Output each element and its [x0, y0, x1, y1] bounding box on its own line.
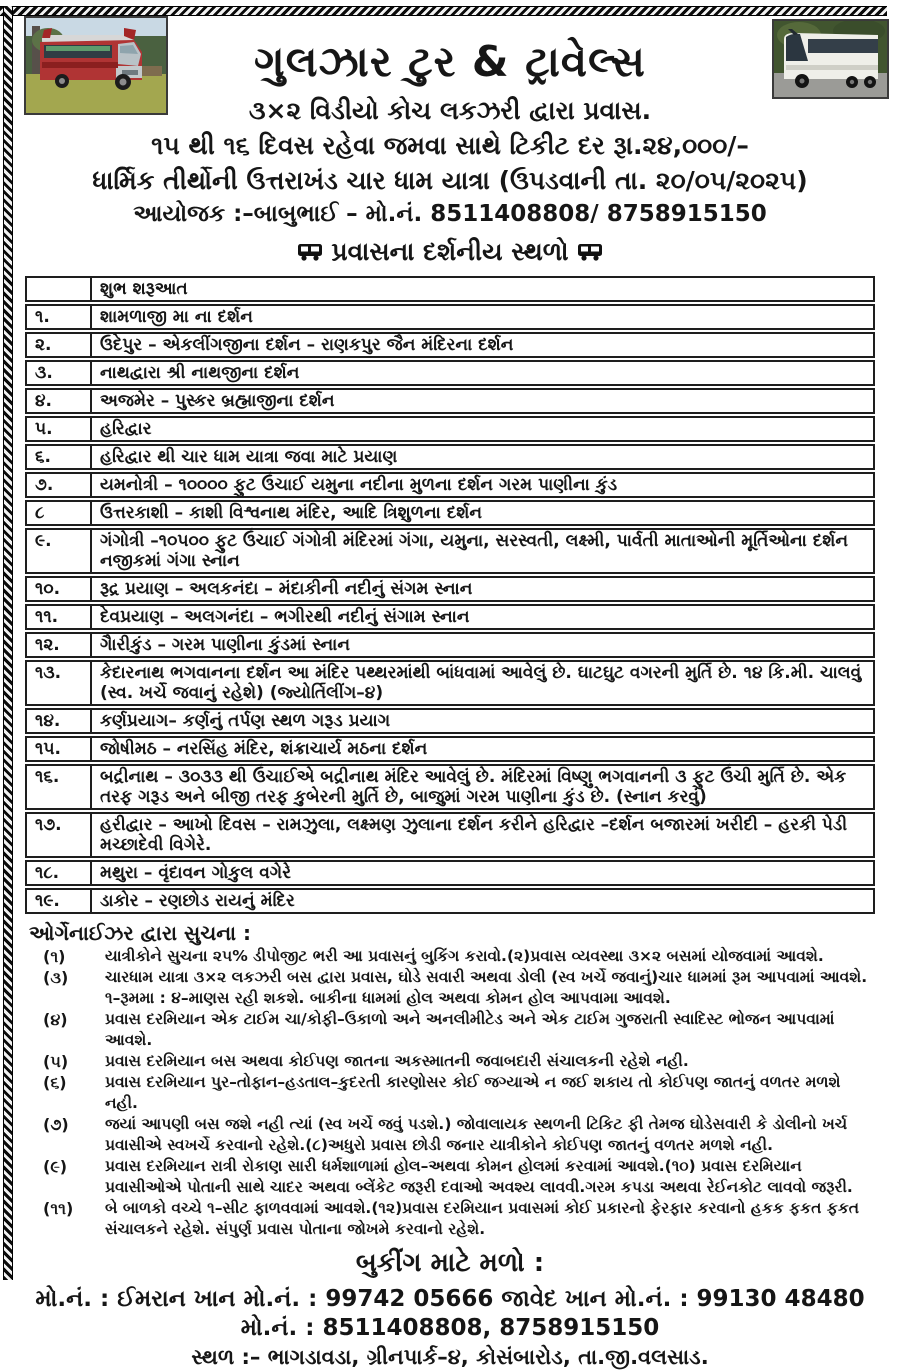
- row-number: ૧૦.: [25, 576, 92, 602]
- table-row: [25, 304, 875, 330]
- row-description: ગૈારીકુંડ – ગરમ પાણીના કુંડમાં સ્નાન: [92, 632, 875, 658]
- table-row: [25, 444, 875, 470]
- row-description: હરિદ્વાર: [92, 416, 875, 442]
- table-row: [25, 708, 875, 734]
- note-number: (૯): [43, 1157, 68, 1176]
- note-text: પ્રવાસ દરમિયાન એક ટાઈમ ચા/કોફી–ઉકાળો અને અનલીમીટેડ અને એક ટાઈમ ગુજરાતી સ્વાદિસ્ટ ભોજન આપવામાં આવશે.: [105, 1010, 835, 1049]
- row-description: શામળાજી મા ના દર્શન: [92, 304, 875, 330]
- row-description: બદ્રીનાથ – ૩૦૩૩ થી ઉંચાઈએ બદ્રીનાથ મંદિર આવેલું છે. મંદિરમાં વિષ્ણુ ભગવાનની ૩ ફુટ ઉંચી મુર્તિ છે. એક તરફ ગરૂડ અને બીજી તરફ કુબેરની મુર્તિ છે, બાજુમાં ગરમ પાણીના કુંડ છે. (સ્નાન કરવું): [92, 764, 875, 810]
- itinerary-table: [25, 274, 875, 916]
- page-border-left: [3, 6, 13, 1280]
- row-number: ૨.: [25, 332, 92, 358]
- note-number: (૭): [43, 1115, 69, 1134]
- row-number: ૧૨.: [25, 632, 92, 658]
- row-number: [25, 276, 92, 302]
- row-number: ૯.: [25, 528, 92, 574]
- notes-section: [25, 921, 875, 1240]
- subtitle-yatra: ધાર્મિક તીર્થોની ઉત્તરાખંડ ચાર ધામ યાત્રા (ઉપડવાની તા. ૨૦/૦૫/૨૦૨૫): [92, 166, 808, 195]
- note-text: યાત્રીકોને સુચના ૨૫% ડીપોજીટ ભરી આ પ્રવાસનું બુકિંગ કરાવો.(૨)પ્રવાસ વ્યવસ્થા ૩×૨ બસમાં યોજવામાં આવશે.: [105, 947, 824, 965]
- table-row: [25, 576, 875, 602]
- note-number: (૧૧): [43, 1199, 74, 1218]
- note-item: [25, 1198, 875, 1240]
- row-description: નાથદ્વારા શ્રી નાથજીના દર્શન: [92, 360, 875, 386]
- row-description: ઉદેપુર – એકલીંગજીના દર્શન – રાણકપુર જૈન મંદિરના દર્શન: [92, 332, 875, 358]
- note-item: [25, 1156, 875, 1198]
- table-row: [25, 416, 875, 442]
- row-number: ૧૭.: [25, 812, 92, 858]
- note-item: [25, 1114, 875, 1156]
- contact-line-2: મો.નં. : 8511408808, 8758915150: [240, 1315, 660, 1341]
- booking-section: [25, 1246, 875, 1372]
- row-description: દેવપ્રયાણ – અલગનંદા – ભગીરથી નદીનું સંગામ સ્નાન: [92, 604, 875, 630]
- row-number: ૮: [25, 500, 92, 526]
- row-description: ડાકોર – રણછોડ રાયનું મંદિર: [92, 888, 875, 914]
- note-text: પ્રવાસ દરમિયાન રાત્રી રોકાણ સારી ધર્મશાળામાં હોલ–અથવા કોમન હોલમાં કરવામાં આવશે.(૧૦) પ્રવાસ દરમિયાન પ્રવાસીઓએ પોતાની સાથે ચાદર અથવા બ્લેંકેટ જરૂરી દવાઓ અવશ્ય લાવવી.ગરમ કપડા અથવા રેઈનકોટ લાવવો જરૂરી.: [105, 1157, 853, 1196]
- row-number: ૧૫.: [25, 736, 92, 762]
- row-number: ૧૯.: [25, 888, 92, 914]
- row-description: અજમેર – પુસ્કર બ્રહ્માજીના દર્શન: [92, 388, 875, 414]
- row-description: રૂદ્ર પ્રયાણ – અલકનંદા – મંદાકીની નદીનું સંગમ સ્નાન: [92, 576, 875, 602]
- row-description: હરિદ્વાર થી ચાર ધામ યાત્રા જવા માટે પ્રયાણ: [92, 444, 875, 470]
- note-number: (૧): [43, 947, 66, 966]
- row-number: ૭.: [25, 472, 92, 498]
- table-row: [25, 736, 875, 762]
- row-description: યમનોત્રી – ૧૦૦૦૦ ફુટ ઉંચાઈ યમુના નદીના મુળના દર્શન ગરમ પાણીના કુંડ: [92, 472, 875, 498]
- row-description: કેદારનાથ ભગવાનના દર્શન આ મંદિર પથ્થરમાંથી બાંધવામાં આવેલું છે. ઘાટઘુટ વગરની મુર્તિ છે. ૧૪ કિ.મી. ચાલવું (સ્વ. ખર્ચે જવાનું રહેશે) (જ્યોર્તિલીંગ–૪): [92, 660, 875, 706]
- note-text: પ્રવાસ દરમિયાન બસ અથવા કોઈપણ જાતના અકસ્માતની જવાબદારી સંચાલકની રહેશે નહી.: [105, 1052, 689, 1070]
- row-number: ૧૬.: [25, 764, 92, 810]
- row-number: ૧૧.: [25, 604, 92, 630]
- subtitle-coach-type: ૩×૨ વિડીયો કોચ લકઝરી દ્વારા પ્રવાસ.: [248, 96, 652, 125]
- note-item: [25, 1009, 875, 1051]
- table-row: [25, 888, 875, 914]
- itinerary-body: [25, 276, 875, 914]
- bus-icon: [297, 243, 323, 261]
- table-row: [25, 332, 875, 358]
- row-description: ઉત્તરકાશી – કાશી વિશ્વનાથ મંદિર, આદિ ત્રિશુળના દર્શન: [92, 500, 875, 526]
- bus-icon: [577, 243, 603, 261]
- note-item: [25, 1072, 875, 1114]
- contact-line-1: મો.નં. : ઈમરાન ખાન મો.નં. : 99742 05666 જાવેદ ખાન મો.નં. : 99130 48480: [35, 1286, 865, 1312]
- row-number: ૬.: [25, 444, 92, 470]
- table-row: [25, 632, 875, 658]
- table-row: [25, 860, 875, 886]
- note-number: (૬): [43, 1073, 67, 1092]
- section-title: પ્રવાસના દર્શનીય સ્થળો: [331, 237, 569, 266]
- row-description: મથુરા – વૃંદાવન ગોકુલ વગેરે: [92, 860, 875, 886]
- subtitle-price: ૧૫ થી ૧૬ દિવસ રહેવા જમવા સાથે ટિકીટ દર રૂા.૨૪,૦૦૦/–: [151, 131, 749, 160]
- note-text: પ્રવાસ દરમિયાન પુર–તોફાન–હડતાલ–કુદરતી કારણોસર કોઈ જગ્યાએ ન જઈ શકાય તો કોઈપણ જાતનું વળતર મળશે નહી.: [105, 1073, 841, 1112]
- note-number: (૪): [43, 1010, 68, 1029]
- note-number: (૩): [43, 968, 69, 987]
- organizer-line: આયોજક :–બાબુભાઈ – મો.નં. 8511408808/ 8758915150: [133, 201, 767, 227]
- note-item: [25, 967, 875, 1009]
- note-text: બે બાળકો વચ્ચે ૧–સીટ ફાળવવામાં આવશે.(૧૨)પ્રવાસ દરમિયાન પ્રવાસમાં કોઈ પ્રકારનો ફેરફાર કરવાનો હકક ફકત ફકત સંચાલકને રહેશે. સંપુર્ણ પ્રવાસ પોતાના જોખમે કરવાનો રહેશે.: [105, 1199, 860, 1238]
- page-title: ગુલઝાર ટુર & ટ્રાવેલ્સ: [254, 37, 646, 86]
- row-number: ૧૩.: [25, 660, 92, 706]
- row-description: હરીદ્વાર – આખો દિવસ – રામઝુલા, લક્ષ્મણ ઝુલાના દર્શન કરીને હરિદ્વાર –દર્શન બજારમાં ખરીદી – હરકી પેડી મચ્છાદેવી વિગેરે.: [92, 812, 875, 858]
- row-number: ૩.: [25, 360, 92, 386]
- address-line: સ્થળ :– ભાગડાવડા, ગ્રીનપાર્ક–૪, કોસંબારોડ, તા.જી.વલસાડ.: [191, 1345, 709, 1369]
- table-row: [25, 764, 875, 810]
- row-description: ગંગોત્રી –૧૦૫૦૦ ફુટ ઉંચાઈ ગંગોત્રી મંદિરમાં ગંગા, યમુના, સરસ્વતી, લક્ષ્મી, પાર્વતી માતાઓની મૂર્તિઓના દર્શન નજીકમાં ગંગા સ્નાન: [92, 528, 875, 574]
- table-row: [25, 472, 875, 498]
- table-row: [25, 360, 875, 386]
- row-number: ૧૮.: [25, 860, 92, 886]
- table-row: [25, 276, 875, 302]
- booking-heading: બુકીંગ માટે મળો :: [355, 1248, 545, 1278]
- table-row: [25, 388, 875, 414]
- row-description: શુભ શરૂઆત: [92, 276, 875, 302]
- note-number: (૫): [43, 1052, 69, 1071]
- section-title-row: [25, 234, 875, 270]
- note-item: [25, 1051, 875, 1072]
- row-description: કર્ણપ્રયાગ– કર્ણનું તર્પણ સ્થળ ગરૂડ પ્રયાગ: [92, 708, 875, 734]
- table-row: [25, 604, 875, 630]
- row-description: જોષીમઠ – નરસિંહ મંદિર, શંક્રાચાર્ય મઠના દર્શન: [92, 736, 875, 762]
- row-number: ૧૪.: [25, 708, 92, 734]
- flyer-content: [25, 0, 875, 1372]
- note-item: [25, 946, 875, 967]
- note-text: ચારધામ યાત્રા ૩×૨ લકઝરી બસ દ્વારા પ્રવાસ, ઘોડે સવારી અથવા ડોલી (સ્વ ખર્ચે જવાનું)ચાર ધામમાં રૂમ આપવામાં આવશે. ૧–રૂમમા : ૪–માણસ રહી શકશે. બાકીના ધામમાં હોલ અથવા કોમન હોલ આપવામા આવશે.: [105, 968, 868, 1007]
- table-row: [25, 660, 875, 706]
- table-row: [25, 528, 875, 574]
- row-number: ૫.: [25, 416, 92, 442]
- row-number: ૪.: [25, 388, 92, 414]
- note-text: જયાં આપણી બસ જશે નહી ત્યાં (સ્વ ખર્ચે જવું પડશે.) જોવાલાયક સ્થળની ટિકિટ ફી તેમજ ઘોડેસવારી કે ડોલીનો ખર્ચ પ્રવાસીએ સ્વખર્ચે કરવાનો રહેશે.(૮)અધુરો પ્રવાસ છોડી જનાર યાત્રીકોને કોઈપણ જાતનું વળતર મળશે નહી.: [105, 1115, 848, 1154]
- row-number: ૧.: [25, 304, 92, 330]
- table-row: [25, 812, 875, 858]
- table-row: [25, 500, 875, 526]
- notes-heading: ઓર્ગેનાઈઝર દ્વારા સુચના :: [29, 921, 251, 945]
